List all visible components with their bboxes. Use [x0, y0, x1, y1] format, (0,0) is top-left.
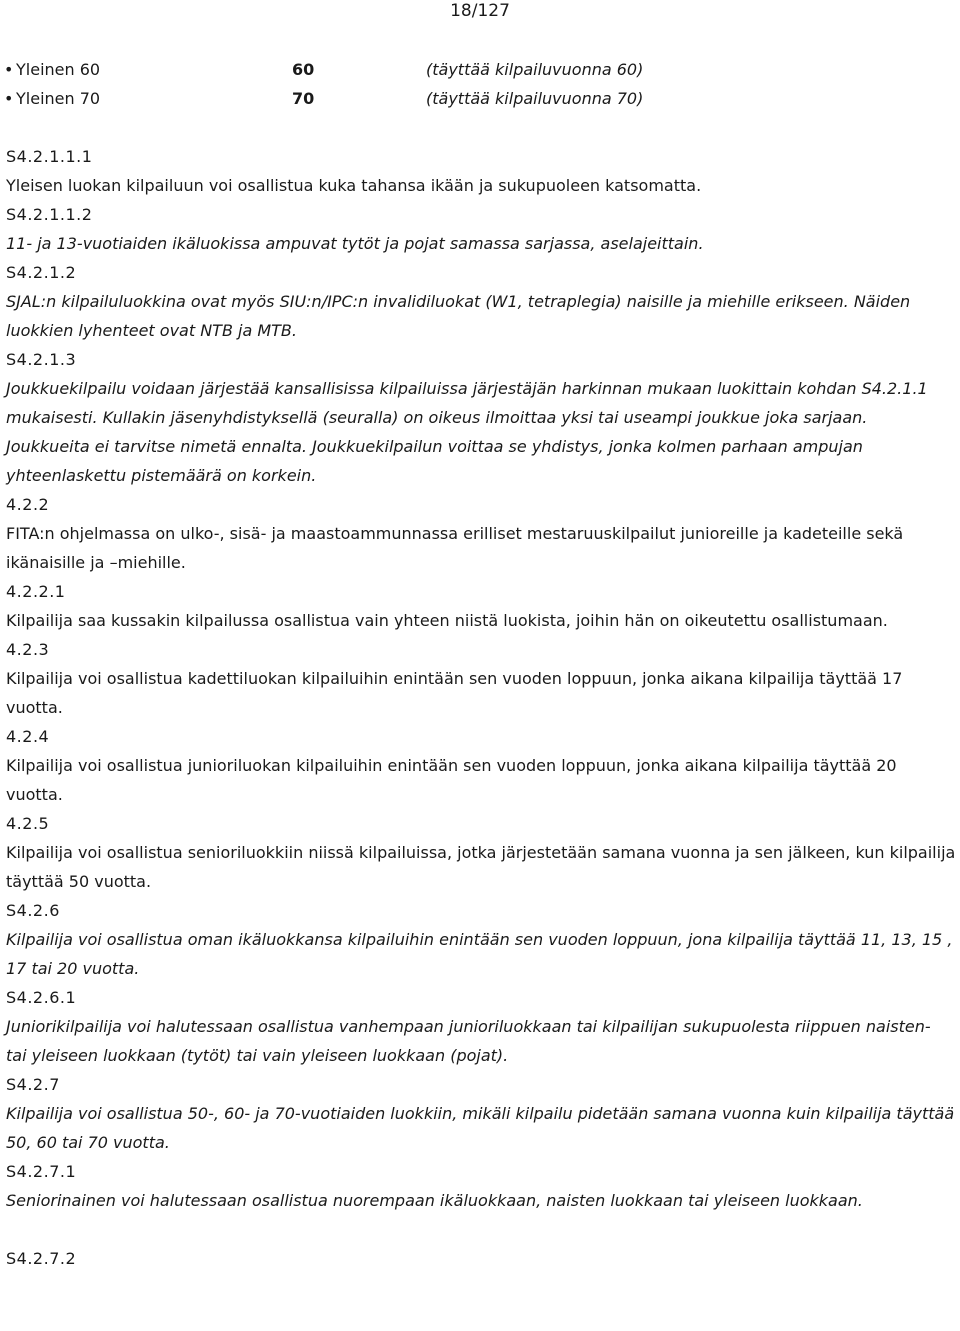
rule-text: Kilpailija voi osallistua senioriluokkiin niissä kilpailuissa, jotka järjestetään samana vuonna ja sen jälkeen, kun kilpailija täyttää 50 vuotta. — [6, 843, 956, 891]
spacer — [6, 113, 956, 142]
class-label: Yleinen 70 — [16, 89, 101, 108]
document-body — [6, 55, 956, 1273]
rule-text: Seniorinainen voi halutessaan osallistua nuorempaan ikäluokkaan, naisten luokkaan tai yleiseen luokkaan. — [6, 1191, 863, 1210]
rule-code: S4.2.6 — [6, 901, 60, 920]
rule-code: 4.2.2 — [6, 495, 50, 514]
rule-text: Juniorikilpailija voi halutessaan osallistua vanhempaan junioriluokkaan tai kilpailijan sukupuolesta riippuen naisten- tai yleiseen luokkaan (tytöt) tai vain yleiseen luokkaan (pojat). — [6, 1017, 931, 1065]
list-item — [6, 55, 956, 84]
class-note: (täyttää kilpailuvuonna 70) — [426, 89, 644, 108]
rule-text: FITA:n ohjelmassa on ulko-, sisä- ja maastoammunnassa erilliset mestaruuskilpailut junioreille ja kadeteille sekä ikänaisille ja –miehille. — [6, 524, 904, 572]
rule-text: SJAL:n kilpailuluokkina ovat myös SIU:n/IPC:n invalidiluokat (W1, tetraplegia) naisille ja miehille erikseen. Näiden luokkien lyhenteet ovat NTB ja MTB. — [6, 292, 911, 340]
rule-code: 4.2.3 — [6, 640, 50, 659]
rule-code: S4.2.7.1 — [6, 1162, 77, 1181]
rule-text: Kilpailija saa kussakin kilpailussa osallistua vain yhteen niistä luokista, joihin hän on oikeutettu osallistumaan. — [6, 611, 888, 630]
rule-sections — [6, 142, 956, 1215]
rule-text: Kilpailija voi osallistua junioriluokan kilpailuihin enintään sen vuoden loppuun, jonka aikana kilpailija täyttää 20 vuotta. — [6, 756, 897, 804]
rule-code: S4.2.6.1 — [6, 988, 77, 1007]
page-number: 18/127 — [450, 1, 510, 21]
rule-code: S4.2.1.3 — [6, 350, 77, 369]
rule-text: Kilpailija voi osallistua oman ikäluokkansa kilpailuihin enintään sen vuoden loppuun, jona kilpailija täyttää 11, 13, 15 , 17 tai 20 vuotta. — [6, 930, 953, 978]
class-value: 70 — [292, 89, 315, 108]
rule-code: 4.2.2.1 — [6, 582, 66, 601]
rule-code: 4.2.4 — [6, 727, 50, 746]
rule-code: S4.2.1.1.2 — [6, 205, 93, 224]
list-item — [6, 84, 956, 113]
rule-code: S4.2.7.2 — [6, 1249, 77, 1268]
rule-code: S4.2.1.2 — [6, 263, 77, 282]
class-value: 60 — [292, 60, 315, 79]
rule-text: Yleisen luokan kilpailuun voi osallistua kuka tahansa ikään ja sukupuoleen katsomatta. — [6, 176, 702, 195]
rule-text: Kilpailija voi osallistua kadettiluokan kilpailuihin enintään sen vuoden loppuun, jonka aikana kilpailija täyttää 17 vuotta. — [6, 669, 903, 717]
age-class-list — [6, 55, 956, 113]
rule-text: 11- ja 13-vuotiaiden ikäluokissa ampuvat tytöt ja pojat samassa sarjassa, aselajeittain. — [6, 234, 704, 253]
class-label: Yleinen 60 — [16, 60, 101, 79]
rule-text: Kilpailija voi osallistua 50-, 60- ja 70-vuotiaiden luokkiin, mikäli kilpailu pidetään samana vuonna kuin kilpailija täyttää 50, 60 tai 70 vuotta. — [6, 1104, 955, 1152]
rule-code: S4.2.1.1.1 — [6, 147, 93, 166]
rule-code: S4.2.7 — [6, 1075, 60, 1094]
rule-code: 4.2.5 — [6, 814, 50, 833]
class-note: (täyttää kilpailuvuonna 60) — [426, 60, 644, 79]
spacer — [6, 1215, 956, 1244]
rule-text: Joukkuekilpailu voidaan järjestää kansallisissa kilpailuissa järjestäjän harkinnan mukaan luokittain kohdan S4.2.1.1 mukaisesti. Kullakin jäsenyhdistyksellä (seuralla) on oikeus ilmoittaa yksi tai useampi joukkue joka sarjaan. Joukkueita ei tarvitse nimetä ennalta. Joukkuekilpailun voittaa se yhdistys, jonka kolmen parhaan ampujan yhteenlaskettu pistemäärä on korkein. — [6, 379, 928, 485]
